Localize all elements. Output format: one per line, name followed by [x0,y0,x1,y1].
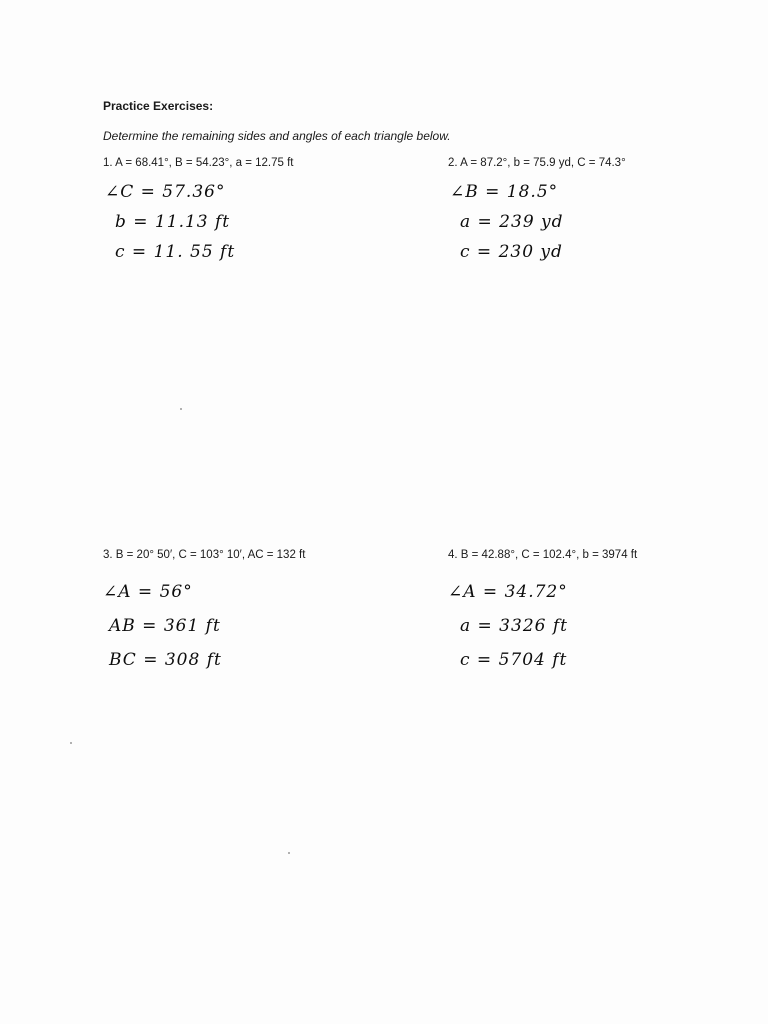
problem-statement: 2. A = 87.2°, b = 75.9 yd, C = 74.3° [448,157,626,169]
answer-angle: ∠C = 57.36° [105,182,226,202]
handwritten-answers [448,177,748,267]
instructions-text: Determine the remaining sides and angles of each triangle below. [103,129,451,143]
answer-side: BC = 308 ft [109,650,222,670]
answer-angle: ∠A = 56° [103,582,193,602]
answer-side: c = 230 yd [460,242,563,262]
answer-side: b = 11.13 ft [115,212,231,232]
answer-angle: ∠B = 18.5° [450,182,559,202]
scan-speck [70,742,72,744]
problem-1 [103,157,403,267]
problem-statement: 3. B = 20° 50′, C = 103° 10′, AC = 132 ft [103,549,306,561]
answer-side: a = 239 yd [460,212,564,232]
handwritten-answers [448,575,748,677]
answer-side: c = 5704 ft [460,650,568,670]
page-heading: Practice Exercises: [103,99,214,113]
answer-angle: ∠A = 34.72° [448,582,568,602]
problem-statement: 1. A = 68.41°, B = 54.23°, a = 12.75 ft [103,157,294,169]
answer-side: a = 3326 ft [460,616,568,636]
problem-3 [103,549,403,677]
scan-speck [288,852,290,854]
scan-speck [180,408,182,410]
problem-statement: 4. B = 42.88°, C = 102.4°, b = 3974 ft [448,549,638,561]
problem-2 [448,157,748,267]
handwritten-answers [103,575,403,677]
handwritten-answers [103,177,403,267]
answer-side: c = 11. 55 ft [115,242,236,262]
answer-side: AB = 361 ft [109,616,221,636]
problem-4 [448,549,748,677]
